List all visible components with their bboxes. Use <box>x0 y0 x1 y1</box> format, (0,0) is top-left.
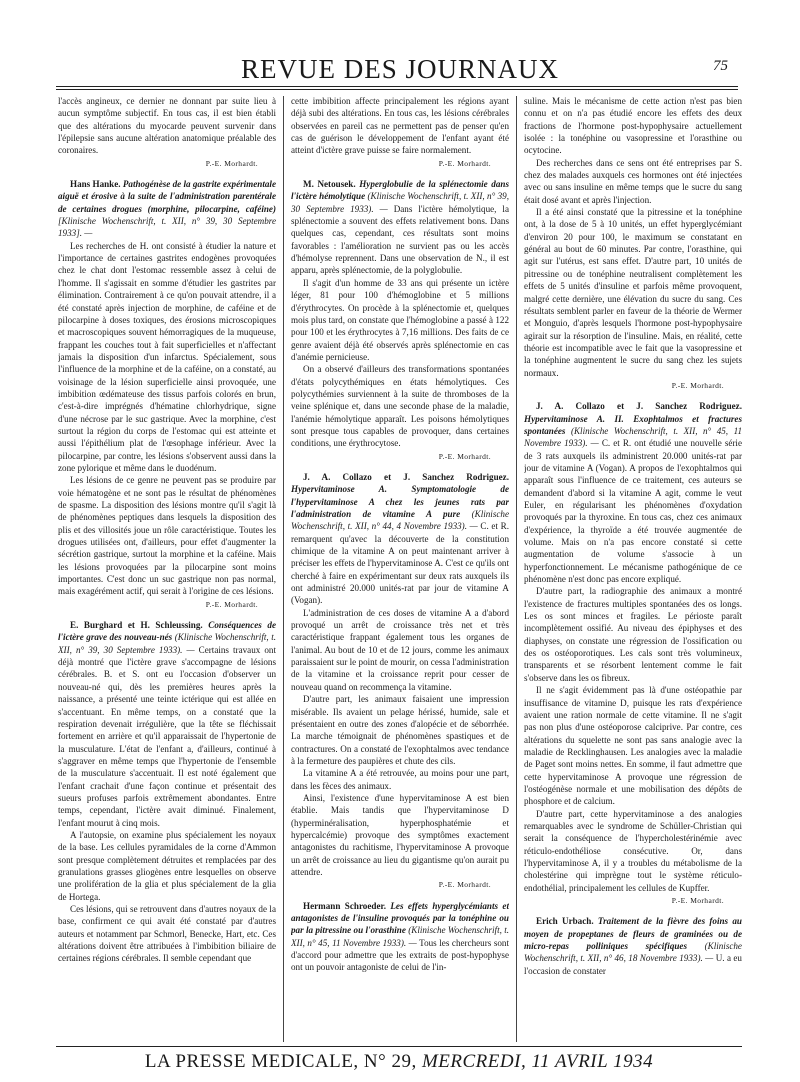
article-reference: (Klinische Wochenschrift, t. XII, n° 39, 30 Septembre 1933). — <box>58 632 276 655</box>
signature: P.-E. Morhardt. <box>671 380 724 390</box>
article-netousek <box>291 178 509 463</box>
footer-rule <box>56 1046 742 1047</box>
article-title: Hypervitaminose A. II. Exophtalmos et fractures spontanées <box>524 413 742 436</box>
article-title: Traitement de la fièvre des foins au moyen de propeptanes de fleurs de graminées ou de micro-repas polliniques spécifiques <box>524 916 742 952</box>
paragraph: D'autre part, les animaux faisaient une impression misérable. Ils avaient un pelage hérissé, humide, sale et présentaient en outre des zones d'alopécie et de séborrhée. La marche témoignait de phénomènes spastiques et de contractures. On a constaté de l'exophtalmos avec tendance à la fermeture des paupières et chute des cils. <box>291 694 509 766</box>
article-title: Pathogénèse de la gastrite expérimentale aiguë et érosive à la suite de l'administration parentérale de certaines drogues (morphine, pilocarpine, caféine) <box>58 179 276 214</box>
publication-name: LA PRESSE MEDICALE, <box>144 1051 359 1072</box>
article-reference: (Klinische Wochenschrift, t. XII, n° 46, 18 Novembre 1933). — <box>524 941 742 964</box>
paragraph: Des recherches dans ce sens ont été entreprises par S. chez des malades auxquels ces hormones ont été injectées avec ou sans insuline en même temps que le sucre du sang était dosé avant et après l'injection. <box>524 157 742 205</box>
paragraph: Tous les chercheurs sont d'accord pour admettre que les extraits de post-hypophyse ont un pouvoir antagoniste de celui de l'in- <box>291 937 509 973</box>
article-collazo-1 <box>291 471 509 892</box>
article-title: Conséquences de l'ictère grave des nouveau-nés <box>58 620 276 643</box>
paragraph: C. et R. ont étudié une nouvelle série de 3 rats auxquels ils administrent 20.000 unités-rat par jour de vitamine A (Vogan). A propos de l'exophtalmos qui apparaît sous l'influence de ce traitement, ces auteurs se demandent d'abord si la vitamine A agit, comme le veut Euler, en régularisant les phénomènes d'oxydation provoqués par la thyroxine. En tous cas, chez ces animaux d'expérience, la thyroïde a été trouvée augmentée de volume. Mais on n'a pas encore constaté si cette augmentation de volume s'associe à un hyperfonctionnement. Le mécanisme pathogénique de ce phénomène n'est donc pas encore expliqué. <box>524 438 742 585</box>
article-author: Hans Hanke. <box>70 179 121 190</box>
article-title: Hyperglobulie de la splénectomie dans l'ictère hémolytique <box>291 179 509 202</box>
article-author: M. Netousek. <box>303 179 356 190</box>
paragraph: Les recherches de H. ont consisté à étudier la nature et l'importance de certaines gastrites endogènes provoquées chez le chat dont l'estomac ressemble assez à celui de l'homme. Il s'agissait en somme d'étudier les gastrites par élimination. Contrairement à ce qu'on pouvait attendre, il a été constaté après injection de morphine, de caféine et de pilocarpine à doses toxiques, des érosions microscopiques et macroscopiques souvent hémorragiques de la muqueuse, frappant les couches tout à fait superficielles et n'affectant jamais la disposition d'un infarctus. Spécialement, sous l'influence de la morphine et de la caféine, on a constaté, au voisinage de la lésion superficielle ainsi provoquée, une imbibition œdémateuse des tissus parfois colorés en brun, c'est-à-dire imprégnés d'hématine chlorhydrique, signe d'une nécrose par le suc gastrique. Avec la morphine, c'est surtout la région du corps de l'estomac qui est atteinte et aussi l'épithélium plat de l'œsophage inférieur. Avec la pilocarpine, par contre, les lésions s'observent aussi dans la zone pylorique et même dans le duodénum. <box>58 240 276 473</box>
paragraph: Les lésions de ce genre ne peuvent pas se produire par voie hématogène et ne sont pas le résultat de phénomènes de spasme. La disposition des lésions montre qu'il s'agit là de phénomènes peptiques dans lesquels la disposition des plis et des villosités joue un rôle caractéristique. Toutes les drogues utilisées ont, d'ailleurs, pour effet d'augmenter la sécrétion gastrique, surtout la morphine et la caféine. Mais les lésions provoquées par la pilocarpine sont moins importantes. C'est donc un suc gastrique non pas normal, mais exagérément actif, qui serait à l'origine de ces lésions. <box>58 475 276 597</box>
article-reference: (Klinische Wochenschrift, t. XII, n° 45, 11 Novembre 1933). — <box>524 425 742 449</box>
article-title: Hypervitaminose A. Symptomatologie de l'hypervitaminose A chez les jeunes rats par l'administration de vitamine A pure <box>291 484 509 519</box>
article-schroeder <box>291 900 509 974</box>
paragraph: Ainsi, l'existence d'une hypervitaminose A est bien établie. Mais tandis que l'hypervitaminose D (hyperminéralisation, hyperphosphatémie et hypercalcémie) provoque des symptômes exactement antagonistes du rachitisme, l'hypervitaminose A provoque un arrêt de croissance au lieu du gigantisme qu'on aurait pu attendre. <box>291 792 509 877</box>
article-author: J. A. Collazo et J. Sanchez Rodriguez. <box>536 401 742 412</box>
article-author: E. Burghard et H. Schleussing. <box>70 620 203 631</box>
paragraph: Ces lésions, qui se retrouvent dans d'autres noyaux de la base, confirment ce qui avait été constaté par d'autres auteurs et notamment par Schmorl, Benecke, Hart, etc. Ces altérations doivent être attribuées à l'imbibition biliaire de certaines régions cérébrales. Il semble cependant que <box>58 904 276 964</box>
article-heading <box>291 178 509 277</box>
article-collazo-2 <box>524 400 742 907</box>
article-burghard <box>58 619 276 965</box>
paragraph: D'autre part, la radiographie des animaux a montré l'existence de fractures multiples spontanées des os longs. Les os sont minces et fragiles. Le périoste paraît incomplètement ossifié. Au niveau des épiphyses et des diaphyses, on constate une régression de l'ossification ou des os ostéoporotiques. Les cals sont très volumineux, transparents et se résorbent lentement comme le fait s'observe dans les os fibreux. <box>524 586 742 683</box>
issue-date: MERCREDI, 11 AVRIL 1934 <box>421 1051 654 1072</box>
paragraph: Il s'agit d'un homme de 33 ans qui présente un ictère léger, 81 pour 100 d'hémoglobine et 5 millions d'érythrocytes. On procède à la splénectomie et, quelques mois plus tard, on constate que l'hémoglobine a passé à 122 pour 100 et les érythrocytes à 7,16 millions. Des faits de ce genre avaient déjà été observés après splénectomie en cas d'anémie pernicieuse. <box>291 277 509 362</box>
column-2 <box>291 95 509 1043</box>
paragraph: D'autre part, cette hypervitaminose a des analogies remarquables avec le syndrome de Schüller-Christian qui serait la conséquence de l'hypercholestérinémie avec réticulo-endothéliose consécutive. Or, dans l'hypervitaminose A, il y a troubles du métabolisme de la cholestérine qui imprègne tout le système réticulo-endothélial, principalement les cellules de Kupffer. <box>524 808 742 893</box>
paragraph: L'administration de ces doses de vitamine A a d'abord provoqué un arrêt de croissance très net et très caractéristique frappant également tous les organes de l'animal. Au bout de 10 et de 12 jours, comme les animaux paraissaient sur le point de mourir, on cessa l'administration de la vitamine et la croissance reprit pour cesser de nouveau quand on recommença la vitamine. <box>291 607 509 692</box>
article-heading <box>291 900 509 974</box>
column-3 <box>524 95 742 1043</box>
paragraph: cette imbibition affecte principalement les régions ayant déjà subi des altérations. En tous cas, les lésions cérébrales observées en pareil cas ne permettent pas de penser qu'en cas de guérison le développement de l'enfant ayant été atteint d'ictère grave puisse se faire normalement. <box>291 96 509 156</box>
footer-text <box>56 1051 742 1073</box>
paragraph: C. et R. remarquent qu'avec la découverte de la constitution chimique de la vitamine A on peut maintenant arriver à préciser les effets de l'hypervitaminose A. C'est ce qu'ils ont cherché à faire en expérimentant sur deux rats auxquels ils ont administré 20.000 unités-rat par jour de vitamine A (Vogan). <box>291 521 509 606</box>
paragraph: Il ne s'agit évidemment pas là d'une ostéopathie par insuffisance de vitamine D, puisque les rats d'expérience avaient une ration normale de cette vitamine. Il ne s'agit pas non plus d'une ostéoporose calciprive. Par contre, ces altérations du squelette ne sont pas sans analogie avec la maladie de Recklinghausen. Les analogies avec la maladie de Paget sont moins nettes. En somme, il faut admettre que cette hypervitaminose A provoque une régression de l'ostéogénèse normale et une mobilisation des dépôts de phosphore et de calcium. <box>524 685 742 807</box>
article-title: Les effets hyperglycémiants et antagonistes de l'insuline provoqués par la tonéphine ou par la pitressine ou l'orasthine <box>291 900 509 936</box>
article-reference: (Klinische Wochenschrift, t. XII, n° 44, 4 Novembre 1933). — <box>291 509 509 532</box>
article-heading <box>58 619 276 829</box>
paragraph: Certains travaux ont déjà montré que l'ictère grave s'accompagne de lésions cérébrales. B. et S. ont eu l'occasion d'observer un nouveau-né qui, dès les premières heures après la naissance, a présenté une teinte ictérique qui est allée en s'accentuant. En même temps, on a constaté que la respiration devenait irrégulière, que la tête se fléchissait fortement en arrière et qu'il apparaissait de l'hypertonie de la musculature. L'état de l'enfant a, d'ailleurs, continué à s'aggraver en même temps que l'hypertonie de l'ensemble de la musculature s'accentuait. Il est noté également que l'enfant crachait d'une façon continue et présentait des sueurs profuses parfois extrêmement abondantes. Entre temps, cependant, l'ictère avait diminué. Finalement, l'enfant mourut à cinq mois. <box>58 644 276 828</box>
page-footer <box>56 1046 742 1074</box>
article-author: Hermann Schroeder. <box>303 900 386 911</box>
paragraph: suline. Mais le mécanisme de cette action n'est pas bien connu et on n'a pas étudié encore les effets des deux fractions de l'hormone post-hypophysaire actuellement isolée : la tonéphine ou vasopressine et l'orasthine ou ocytocine. <box>524 96 742 156</box>
article-columns <box>58 95 742 1043</box>
signature: P.-E. Morhardt. <box>438 451 491 461</box>
signature: P.-E. Morhardt. <box>671 896 724 905</box>
article-heading <box>58 178 276 240</box>
paragraph: U. a eu l'occasion de constater <box>524 953 742 976</box>
paragraph: Il a été ainsi constaté que la pitressine et la tonéphine ont, à la dose de 5 à 10 unités, un effet hyperglycémiant d'environ 20 pour 100, le maximum se constatant en général au bout de 60 minutes. Par contre, l'orasthine, qui agit sur l'utérus, est sans effet. D'autre part, 10 unités de pitressine ou de tonéphine neutralisent complètement les effets de 5 unités d'insuline et parfois même provoquent, malgré cette dernière, une élévation du sucre du sang. Ces résultats semblent parler en faveur de la théorie de Wermer et Monguio, d'après lesquels l'hormone post-hypophysaire agirait sur la résorption de l'insuline. Mais, en réalité, cette théorie est incompatible avec le fait que la vasopressine et la tonéphine augmentent le sucre du sang chez les sujets normaux. <box>524 207 742 378</box>
paragraph: On a observé d'ailleurs des transformations spontanées d'états polycythémiques en états hémolytiques. Ces polycythémies surviennent à la suite de thromboses de la veine splénique et, dans une seconde phase de la maladie, l'anémie hémolytique apparaît. Les poisons hémolytiques sont presque tous capables de provoquer, dans certaines conditions, une érythrocytose. <box>291 364 509 449</box>
article-author: J. A. Collazo et J. Sanchez Rodriguez. <box>303 471 509 482</box>
paragraph: l'accès angineux, ce dernier ne donnant par suite lieu à aucun symptôme subjectif. En tous cas, il est bien établi que des altérations du myocarde peuvent survenir dans l'épilepsie sans aucune altération anatomique préalable des coronaires. <box>58 96 276 156</box>
paragraph: A l'autopsie, on examine plus spécialement les noyaux de la base. Les cellules pyramidales de la corne d'Ammon sont presque complètement détruites et remplacées par des granulations grasses gliogènes entre lesquelles on observe une prolifération de la glia et plus spécialement de la glia de Hortega. <box>58 829 276 902</box>
article-heading <box>524 915 742 977</box>
signature: P.-E. Morhardt. <box>438 880 491 890</box>
issue-number: N° 29, <box>363 1051 417 1072</box>
article-hanke <box>58 178 276 611</box>
article-reference: [Klinische Wochenschrift, t. XII, n° 39, 30 Septembre 1933]. — <box>58 216 276 239</box>
paragraph: Dans l'ictère hémolytique, la splénectomie a souvent des effets relativement bons. Dans quelques cas, cependant, ces résultats sont moins favorables : l'amélioration ne survient pas ou les accès d'hémolyse reprennent. Dans une observation de N., il est apparu, après splénectomie, de la polyglobulie. <box>291 203 509 276</box>
column-1 <box>58 95 276 1043</box>
page-number: 75 <box>713 58 728 74</box>
header-rule <box>56 86 738 90</box>
article-urbach <box>524 915 742 977</box>
journal-title: REVUE DES JOURNAUX <box>240 54 559 84</box>
article-author: Erich Urbach. <box>536 916 594 927</box>
signature: P.-E. Morhardt. <box>205 158 258 168</box>
article-reference: (Klinische Wochenschrift, t. XII, n° 39, 30 Septembre 1933). — <box>291 191 509 214</box>
signature: P.-E. Morhardt. <box>205 599 258 609</box>
signature: P.-E. Morhardt. <box>438 158 491 168</box>
paragraph: La vitamine A a été retrouvée, au moins pour une part, dans les fèces des animaux. <box>291 768 509 791</box>
article-reference: (Klinische Wochenschrift, t. XII, n° 45, 11 Novembre 1933). — <box>291 925 509 948</box>
article-heading <box>524 400 742 585</box>
article-heading <box>291 471 509 607</box>
